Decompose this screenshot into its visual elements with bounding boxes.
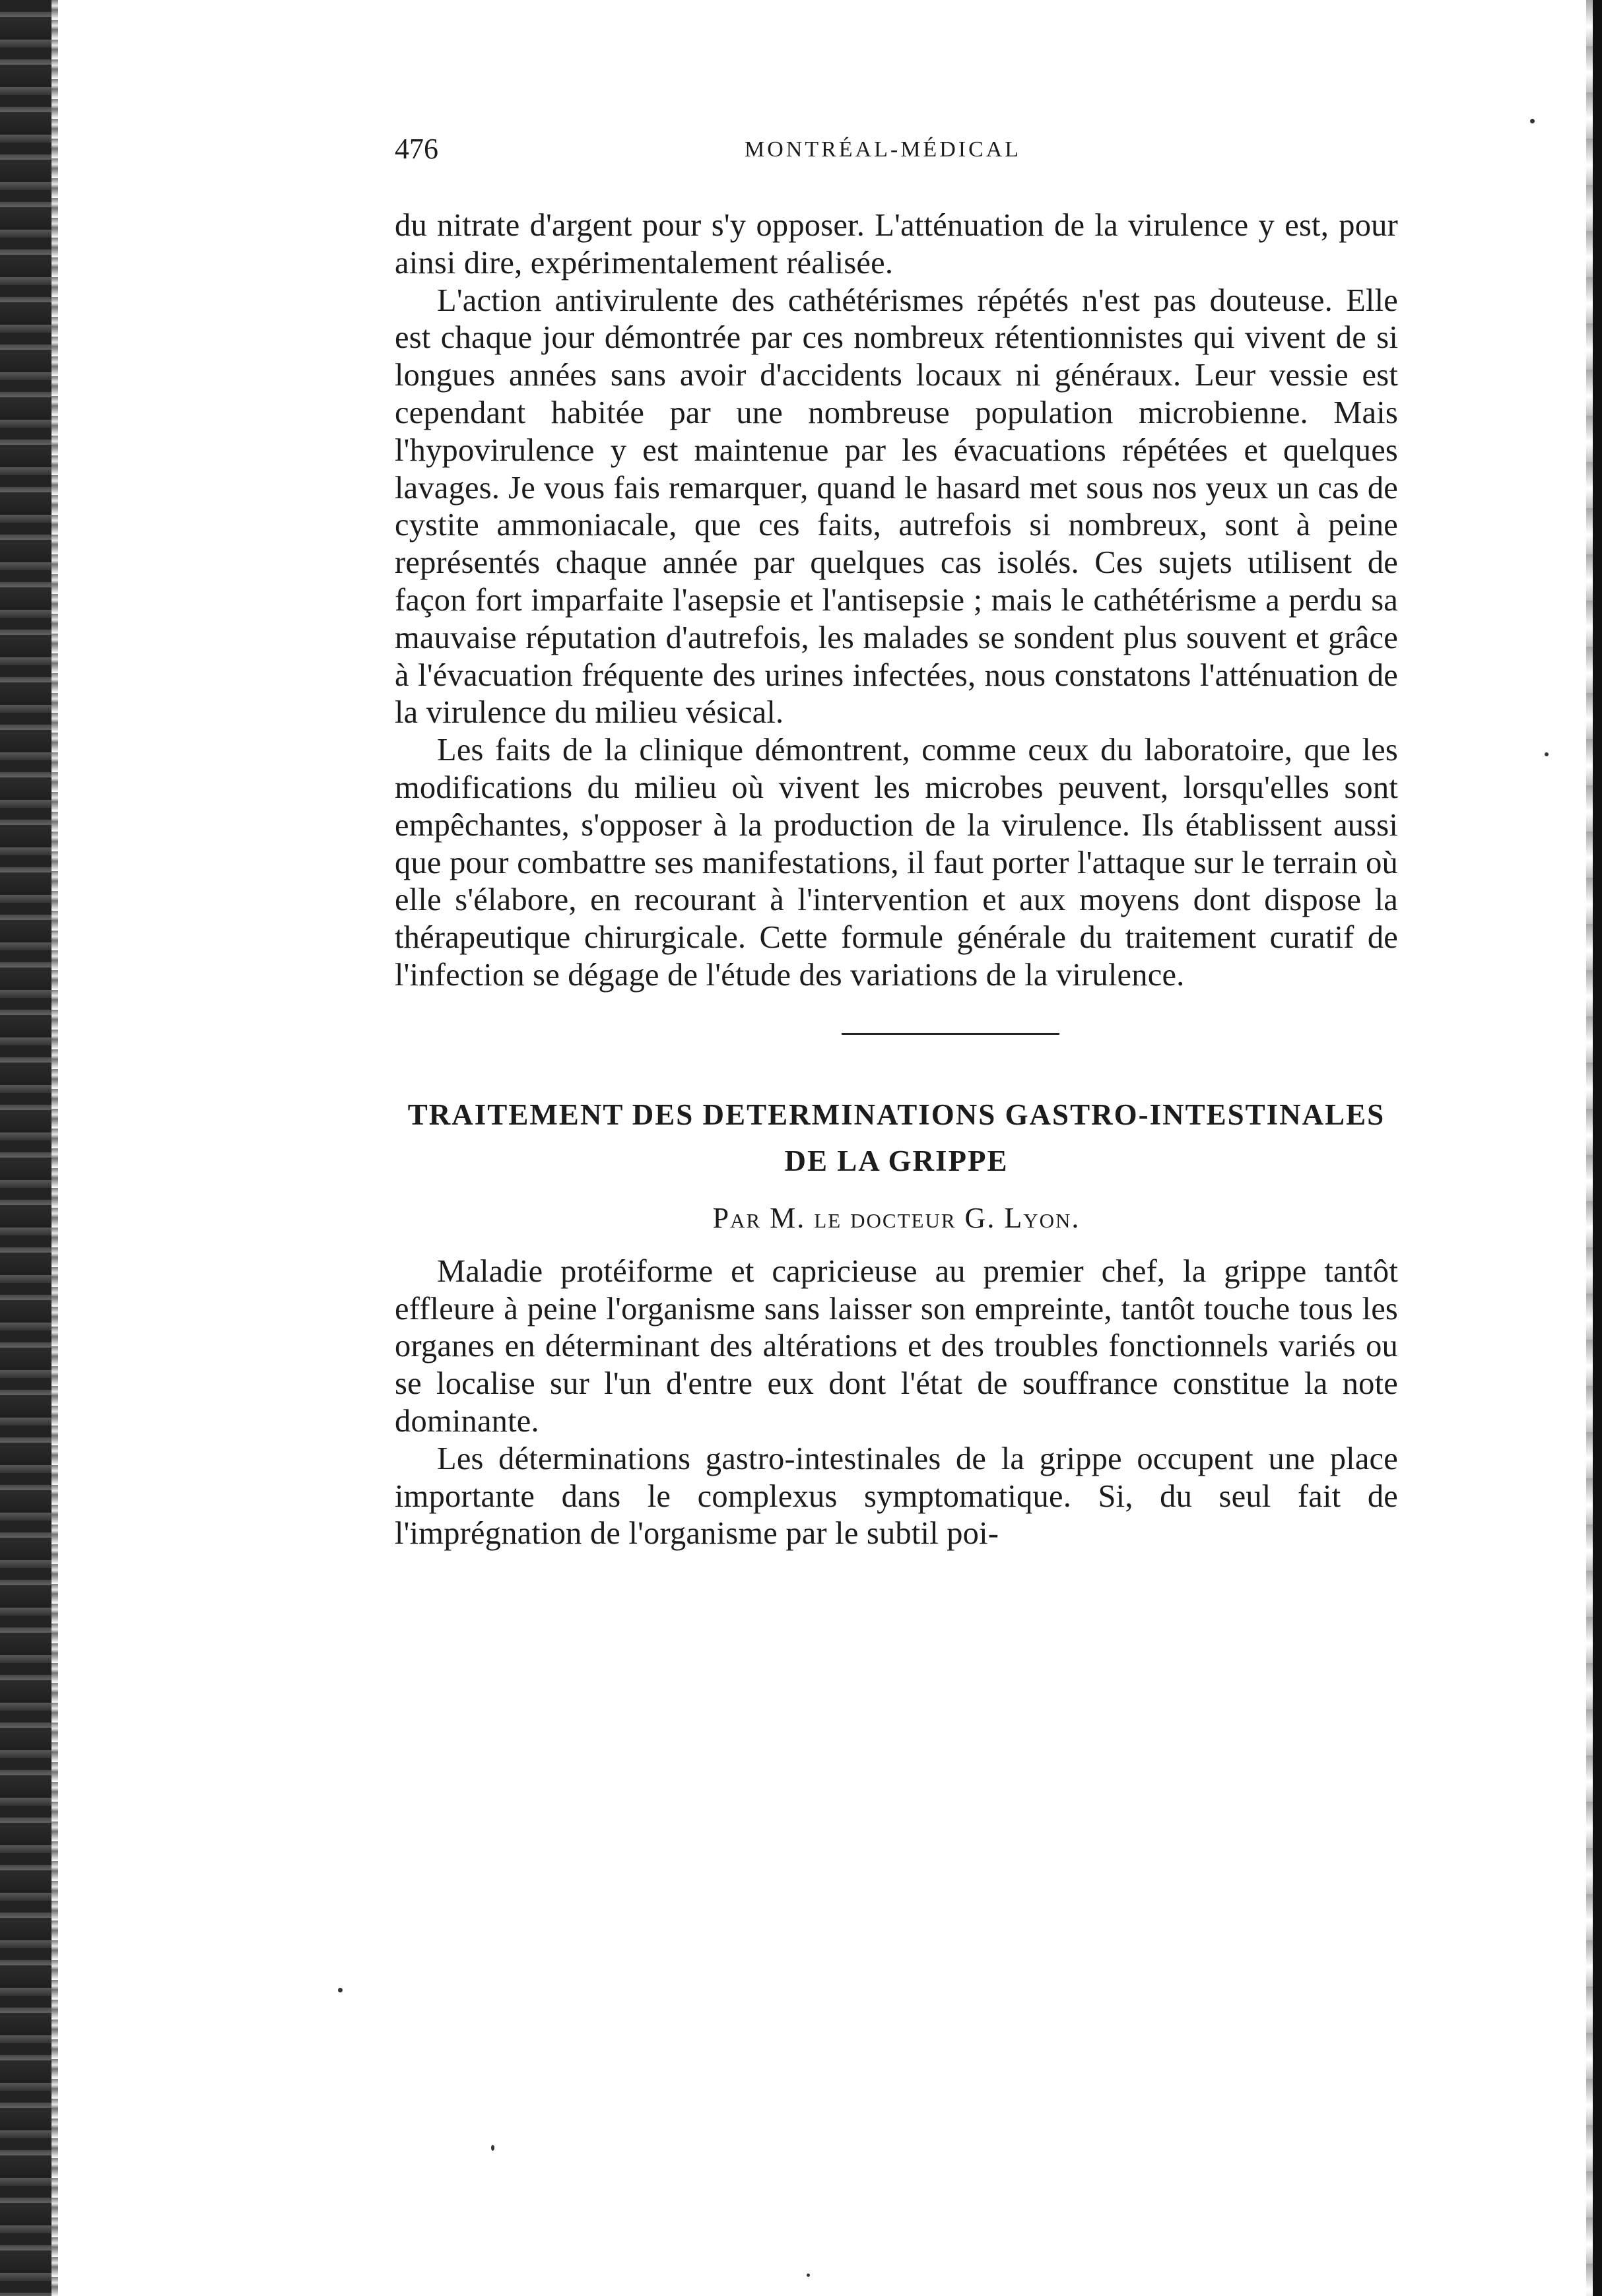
running-header	[395, 125, 1398, 172]
scan-speck	[807, 2274, 810, 2277]
article-byline: Par M. le docteur G. Lyon.	[712, 1201, 1081, 1234]
journal-title: MONTRÉAL-MÉDICAL	[745, 137, 1022, 162]
document-page	[395, 125, 1398, 1553]
article-body	[395, 1253, 1398, 1553]
scan-speck	[338, 1988, 343, 1992]
page-number: 476	[395, 133, 438, 165]
scan-speck	[491, 2145, 494, 2151]
scan-speck	[1545, 752, 1549, 756]
paragraph: Maladie protéiforme et capricieuse au premier chef, la grippe tantôt effleure à peine l'organisme sans laisser son empreinte, tantôt touche tous les organes en déterminant des altérations et des troubles fonctionnels variés ou se localise sur l'un d'entre eux dont l'état de souffrance constitue la note dominante.	[395, 1253, 1398, 1439]
paragraph: L'action antivirulente des cathétérismes répétés n'est pas douteuse. Elle est chaque jour démontrée par ces nombreux rétentionnistes qui vivent de si longues années sans avoir d'accidents locaux ni généraux. Leur vessie est cependant habitée par une nombreuse population microbienne. Mais l'hypovirulence y est maintenue par les évacuations répétées et quelques lavages. Je vous fais remarquer, quand le hasard met sous nos yeux un cas de cystite ammoniacale, que ces faits, autrefois si nombreux, sont à peine représentés chaque année par quelques cas isolés. Ces sujets utilisent de façon fort imparfaite l'asepsie et l'antisepsie ; mais le cathétérisme a perdu sa mauvaise réputation d'autrefois, les malades se sondent plus souvent et grâce à l'évacuation fréquente des urines infectées, nous constatons l'atténuation de la virulence du milieu vésical.	[395, 282, 1398, 731]
previous-article-text	[395, 207, 1398, 995]
scan-edge-left	[0, 0, 51, 2296]
paragraph: Les déterminations gastro-intestinales de la grippe occupent une place importante dans le complexus symptomatique. Si, du seul fait de l'imprégnation de l'organisme par le subtil poi-	[395, 1441, 1398, 1552]
section-divider	[842, 1033, 1059, 1035]
article-title: TRAITEMENT DES DETERMINATIONS GASTRO-INTESTINALES DE LA GRIPPE	[407, 1098, 1385, 1177]
scan-speck	[1530, 119, 1535, 123]
paragraph: du nitrate d'argent pour s'y opposer. L'atténuation de la virulence y est, pour ainsi dire, expérimentalement réalisée.	[395, 208, 1398, 280]
scan-edge-right	[1593, 0, 1602, 2296]
paragraph: Les faits de la clinique démontrent, comme ceux du laboratoire, que les modifications du milieu où vivent les microbes peuvent, lorsqu'elles sont empêchantes, s'opposer à la production de la virulence. Ils établissent aussi que pour combattre ses manifestations, il faut porter l'attaque sur le terrain où elle s'élabore, en recourant à l'intervention et aux moyens dont dispose la thérapeutique chirurgicale. Cette formule générale du traitement curatif de l'infection se dégage de l'étude des variations de la virulence.	[395, 733, 1398, 993]
